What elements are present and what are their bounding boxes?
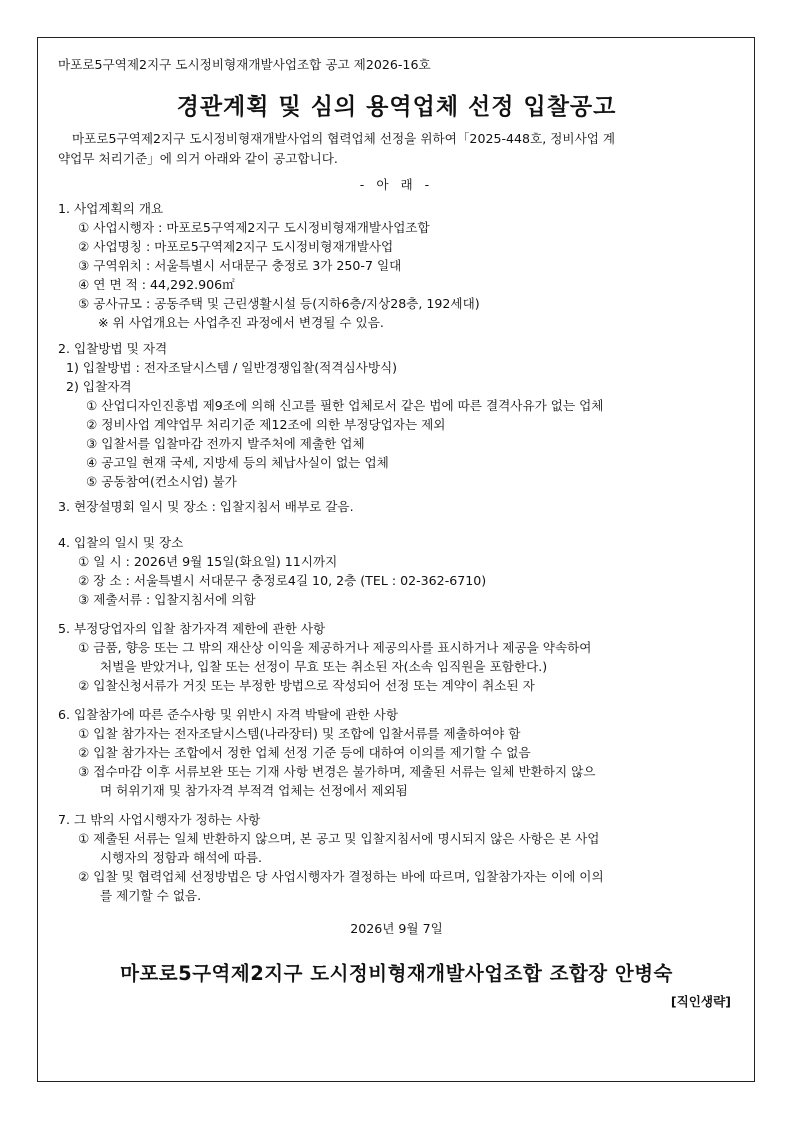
list-item: ① 산업디자인진흥법 제9조에 의해 신고를 필한 업체로서 같은 법에 따른 결격사유가 없는 업체 [86,398,604,413]
qualification-heading: 2) 입찰자격 [66,379,132,394]
list-item: ① 제출된 서류는 일체 반환하지 않으며, 본 공고 및 입찰지침서에 명시되지 않은 사항은 본 사업 [78,831,600,846]
section-heading: 5. 부정당업자의 입찰 참가자격 제한에 관한 사항 [58,621,326,636]
intro-line-1: 마포로5구역제2지구 도시정비형재개발사업의 협력업체 선정을 위하여「2025-448호, 정비사업 계 [72,131,616,146]
section-heading: 7. 그 밖의 사업시행자가 정하는 사항 [58,812,261,827]
section-disqualification [58,619,748,695]
list-item: ① 입찰 참가자는 전자조달시스템(나라장터) 및 조합에 입찰서류를 제출하여야 함 [78,726,521,741]
below-marker: - 아 래 - [359,177,434,192]
section-heading: 6. 입찰참가에 따른 준수사항 및 위반시 자격 박탈에 관한 사항 [58,707,399,722]
intro-line-2: 약업무 처리기준」에 의거 아래와 같이 공고합니다. [58,151,338,166]
list-item: ④ 공고일 현재 국세, 지방세 등의 체납사실이 없는 업체 [86,455,389,470]
list-item: ① 금품, 향응 또는 그 밖의 재산상 이익을 제공하거나 제공의사를 표시하거나 제공을 약속하여 [78,640,592,655]
section-compliance [58,705,748,800]
list-item: ③ 입찰서를 입찰마감 전까지 발주처에 제출한 업체 [86,436,365,451]
list-item: ① 사업시행자 : 마포로5구역제2지구 도시정비형재개발사업조합 [78,220,430,235]
list-item: ③ 구역위치 : 서울특별시 서대문구 충정로 3가 250-7 일대 [78,258,402,273]
list-item: ③ 제출서류 : 입찰지침서에 의함 [78,592,256,607]
section-heading: 3. 현장설명회 일시 및 장소 : 입찰지침서 배부로 갈음. [58,499,354,514]
list-item-continuation: 시행자의 정함과 해석에 따름. [100,850,262,865]
section-bidding-method [58,339,748,491]
list-item-continuation: 를 제기할 수 없음. [100,888,202,903]
list-item: ④ 연 면 적 : 44,292.906㎡ [78,277,235,292]
list-item: ② 정비사업 계약업무 처리기준 제12조에 의한 부정당업자는 제외 [86,417,446,432]
notice-date: 2026년 9월 7일 [350,921,443,936]
intro-paragraph [58,129,738,169]
list-item: ① 일 시 : 2026년 9월 15일(화요일) 11시까지 [78,554,338,569]
list-item: ② 입찰 참가자는 조합에서 정한 업체 선정 기준 등에 대하여 이의를 제기할 수 없음 [78,745,531,760]
section-heading: 4. 입찰의 일시 및 장소 [58,535,184,550]
list-item: ② 입찰 및 협력업체 선정방법은 당 사업시행자가 결정하는 바에 따르며, 입찰참가자는 이에 이의 [78,869,604,884]
list-item-continuation: 처벌을 받았거나, 입찰 또는 선정이 무효 또는 취소된 자(소속 임직원을 포함한다.) [100,659,548,674]
section-other-matters [58,810,748,905]
list-item: ② 사업명칭 : 마포로5구역제2지구 도시정비형재개발사업 [78,239,394,254]
notice-number: 마포로5구역제2지구 도시정비형재개발사업조합 공고 제2026-16호 [58,57,431,72]
list-item: ⑤ 공사규모 : 공동주택 및 근린생활시설 등(지하6층/지상28층, 192세대) [78,296,480,311]
bidding-method: 1) 입찰방법 : 전자조달시스템 / 일반경쟁입찰(적격심사방식) [66,360,398,375]
section-site-briefing [58,497,748,516]
overview-note: ※ 위 사업개요는 사업추진 과정에서 변경될 수 있음. [98,315,384,330]
seal-omitted-note: [직인생략] [670,994,731,1009]
section-heading: 1. 사업계획의 개요 [58,201,164,216]
section-project-overview [58,199,748,332]
list-item-continuation: 며 허위기재 및 참가자격 부적격 업체는 선정에서 제외됨 [100,783,408,798]
list-item: ⑤ 공동참여(컨소시엄) 불가 [86,474,237,489]
list-item: ② 장 소 : 서울특별시 서대문구 충정로4길 10, 2층 (TEL : 02-362-6710) [78,573,487,588]
document-title: 경관계획 및 심의 용역업체 선정 입찰공고 [176,94,617,120]
list-item: ② 입찰신청서류가 거짓 또는 부정한 방법으로 작성되어 선정 또는 계약이 취소된 자 [78,678,535,693]
section-bid-schedule [58,533,748,609]
list-item: ③ 접수마감 이후 서류보완 또는 기재 사항 변경은 불가하며, 제출된 서류는 일체 반환하지 않으 [78,764,596,779]
signer-name: 마포로5구역제2지구 도시정비형재개발사업조합 조합장 안병숙 [120,962,673,985]
section-heading: 2. 입찰방법 및 자격 [58,341,168,356]
